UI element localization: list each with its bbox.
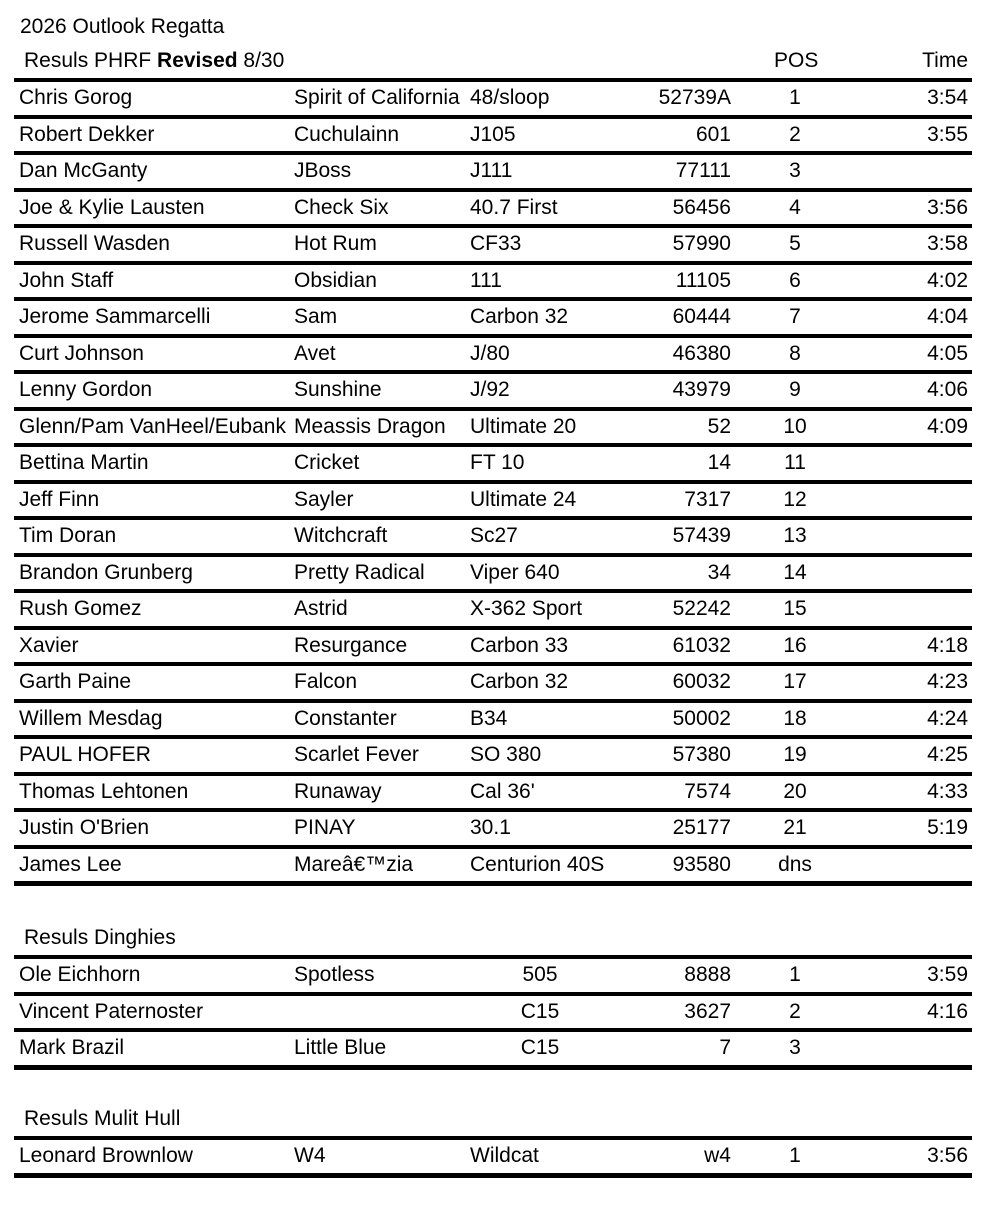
boat-class: Viper 640 [470, 560, 560, 584]
row-divider [14, 1065, 972, 1070]
finish-time: 3:56 [927, 195, 968, 219]
skipper-name: Mark Brazil [19, 1036, 125, 1059]
boat-class: SO 380 [470, 743, 542, 766]
sail-number: 25177 [672, 816, 731, 839]
boat-name: Obsidian [294, 268, 377, 292]
position: 1 [789, 963, 801, 986]
row-divider [14, 1173, 972, 1178]
skipper-name: Xavier [19, 633, 79, 657]
sail-number: 50002 [672, 706, 731, 730]
skipper-name: PAUL HOFER [19, 743, 151, 766]
position: 5 [789, 232, 801, 255]
skipper-name: Garth Paine [19, 670, 132, 693]
boat-class: C15 [520, 999, 560, 1023]
table-row [14, 996, 972, 1029]
skipper-name: Brandon Grunberg [19, 560, 193, 584]
table-row [14, 1032, 972, 1065]
table-row [14, 776, 972, 809]
table-row [14, 557, 972, 590]
sail-number: 61032 [672, 633, 731, 657]
sail-number: 8888 [684, 963, 731, 986]
boat-class: 111 [470, 268, 502, 292]
skipper-name: Ole Eichhorn [19, 963, 141, 986]
boat-name: Falcon [294, 670, 358, 693]
sail-number: 14 [707, 451, 731, 474]
boat-name: Spirit of California [294, 86, 460, 109]
sail-number: 34 [707, 560, 731, 584]
finish-time: 4:33 [927, 779, 968, 803]
boat-class: Carbon 32 [470, 305, 569, 328]
boat-class: J111 [470, 159, 513, 182]
sail-number: 56456 [672, 195, 731, 219]
table-row [14, 411, 972, 444]
sail-number: 57380 [672, 743, 731, 766]
skipper-name: Tim Doran [19, 524, 117, 547]
table-row [14, 593, 972, 626]
finish-time: 4:06 [927, 378, 968, 401]
table-row [14, 82, 972, 115]
section-title: Resuls Mulit Hull [24, 1107, 181, 1130]
boat-name: Spotless [294, 963, 375, 986]
boat-class: J/92 [470, 378, 510, 401]
table-row [14, 374, 972, 407]
skipper-name: Thomas Lehtonen [19, 779, 189, 803]
skipper-name: Rush Gomez [19, 597, 142, 620]
position: 17 [783, 670, 807, 693]
sail-number: 601 [695, 122, 731, 146]
skipper-name: Lenny Gordon [19, 378, 153, 401]
table-row [14, 666, 972, 699]
boat-class: Ultimate 20 [470, 414, 577, 438]
position: 3 [789, 159, 801, 182]
position: 6 [789, 268, 801, 292]
sail-number: w4 [704, 1144, 731, 1167]
finish-time: 3:58 [927, 232, 968, 255]
table-row [14, 484, 972, 517]
table-row [14, 301, 972, 334]
boat-name: W4 [294, 1144, 326, 1167]
finish-time: 4:16 [927, 999, 968, 1023]
sail-number: 57439 [672, 524, 731, 547]
finish-time: 4:18 [927, 633, 968, 657]
position: 13 [783, 524, 807, 547]
boat-class: Cal 36' [470, 779, 535, 803]
boat-class: J105 [470, 122, 516, 146]
finish-time: 3:56 [927, 1144, 968, 1167]
skipper-name: Vincent Paternoster [19, 999, 204, 1023]
sail-number: 11105 [675, 268, 731, 292]
section-header [14, 923, 972, 953]
finish-time: 3:59 [927, 963, 968, 986]
position: 10 [783, 414, 807, 438]
position: dns [778, 852, 812, 876]
section-header [14, 46, 972, 76]
boat-name: JBoss [294, 159, 352, 182]
position: 18 [783, 706, 807, 730]
sail-number: 77111 [675, 159, 731, 182]
skipper-name: Jerome Sammarcelli [19, 305, 211, 328]
skipper-name: Chris Gorog [19, 86, 133, 109]
position: 4 [789, 195, 801, 219]
table-row [14, 1140, 972, 1173]
table-row [14, 447, 972, 480]
finish-time: 4:23 [927, 670, 968, 693]
finish-time: 4:25 [927, 743, 968, 766]
boat-name: Sayler [294, 487, 354, 511]
table-row [14, 192, 972, 225]
boat-name: Cuchulainn [294, 122, 400, 146]
boat-class: Ultimate 24 [470, 487, 577, 511]
skipper-name: Curt Johnson [19, 341, 144, 365]
boat-name: Mareâ€™zia [294, 852, 414, 876]
table-row [14, 228, 972, 261]
boat-class: CF33 [470, 232, 522, 255]
skipper-name: James Lee [19, 852, 122, 876]
skipper-name: Leonard Brownlow [19, 1144, 193, 1167]
position: 21 [783, 816, 807, 839]
boat-class: Carbon 33 [470, 633, 569, 657]
skipper-name: Joe & Kylie Lausten [19, 195, 205, 219]
boat-class: J/80 [470, 341, 510, 365]
boat-name: Cricket [294, 451, 360, 474]
skipper-name: Glenn/Pam VanHeel/Eubank [19, 414, 286, 438]
finish-time: 3:55 [927, 122, 968, 146]
sail-number: 7 [719, 1036, 731, 1059]
finish-time: 4:09 [927, 414, 968, 438]
section-title: Resuls Dinghies [24, 926, 176, 949]
table-row [14, 849, 972, 882]
finish-time: 3:54 [927, 86, 968, 109]
boat-name: Little Blue [294, 1036, 387, 1059]
skipper-name: Dan McGanty [19, 159, 148, 182]
position: 8 [789, 341, 801, 365]
skipper-name: John Staff [19, 268, 114, 292]
skipper-name: Willem Mesdag [19, 706, 163, 730]
position: 9 [789, 378, 801, 401]
boat-name: Sam [294, 305, 338, 328]
position: 19 [783, 743, 807, 766]
table-row [14, 703, 972, 736]
finish-time: 4:05 [927, 341, 968, 365]
sail-number: 60032 [672, 670, 731, 693]
skipper-name: Robert Dekker [19, 122, 155, 146]
boat-name: Witchcraft [294, 524, 388, 547]
position: 2 [789, 122, 801, 146]
pos-header: POS [774, 49, 819, 72]
table-row [14, 739, 972, 772]
boat-name: Hot Rum [294, 232, 377, 255]
table-row [14, 959, 972, 992]
boat-class: X-362 Sport [470, 597, 583, 620]
section-title-bold: Revised [157, 49, 238, 72]
table-row [14, 265, 972, 298]
boat-name: Sunshine [294, 378, 382, 401]
boat-class: Centurion 40S [470, 852, 605, 876]
skipper-name: Jeff Finn [19, 487, 100, 511]
position: 2 [789, 999, 801, 1023]
finish-time: 4:24 [927, 706, 968, 730]
sail-number: 52739A [658, 86, 731, 109]
table-row [14, 520, 972, 553]
position: 7 [789, 305, 801, 328]
position: 1 [789, 86, 801, 109]
boat-name: Pretty Radical [294, 560, 425, 584]
boat-name: Runaway [294, 779, 382, 803]
boat-class: C15 [520, 1036, 560, 1059]
boat-name: Resurgance [294, 633, 408, 657]
boat-name: Check Six [294, 195, 389, 219]
skipper-name: Justin O'Brien [19, 816, 150, 839]
position: 1 [789, 1144, 801, 1167]
sail-number: 93580 [672, 852, 731, 876]
skipper-name: Russell Wasden [19, 232, 170, 255]
sail-number: 52242 [672, 597, 731, 620]
position: 12 [783, 487, 807, 511]
boat-class: B34 [470, 706, 508, 730]
sail-number: 46380 [672, 341, 731, 365]
boat-class: 505 [522, 963, 558, 986]
position: 15 [783, 597, 807, 620]
finish-time: 4:02 [927, 268, 968, 292]
sail-number: 3627 [684, 999, 731, 1023]
boat-name: Astrid [294, 597, 348, 620]
table-row [14, 338, 972, 371]
boat-class: Sc27 [470, 524, 518, 547]
sail-number: 52 [707, 414, 731, 438]
boat-class: FT 10 [470, 451, 525, 474]
boat-name: Meassis Dragon [294, 414, 446, 438]
boat-class: 40.7 First [470, 195, 558, 219]
row-divider [14, 881, 972, 886]
sail-number: 43979 [672, 378, 731, 401]
table-row [14, 119, 972, 152]
time-header: Time [922, 49, 968, 72]
boat-name: Constanter [294, 706, 397, 730]
position: 14 [783, 560, 807, 584]
boat-class: 30.1 [470, 816, 511, 839]
boat-name: Avet [294, 341, 336, 365]
sail-number: 7317 [684, 487, 731, 511]
section-title: Resuls PHRF Revised 8/30 [24, 49, 285, 72]
position: 3 [789, 1036, 801, 1059]
section-header [14, 1104, 972, 1134]
sail-number: 7574 [684, 779, 731, 803]
skipper-name: Bettina Martin [19, 451, 149, 474]
boat-class: Wildcat [470, 1144, 539, 1167]
finish-time: 5:19 [927, 816, 968, 839]
sail-number: 60444 [672, 305, 731, 328]
boat-class: 48/sloop [470, 86, 550, 109]
sail-number: 57990 [672, 232, 731, 255]
finish-time: 4:04 [927, 305, 968, 328]
table-row [14, 155, 972, 188]
table-row [14, 812, 972, 845]
position: 11 [784, 451, 806, 474]
page-title: 2026 Outlook Regatta [20, 15, 225, 38]
position: 20 [783, 779, 807, 803]
table-row [14, 630, 972, 663]
boat-class: Carbon 32 [470, 670, 569, 693]
position: 16 [783, 633, 807, 657]
boat-name: PINAY [294, 816, 356, 839]
boat-name: Scarlet Fever [294, 743, 419, 766]
